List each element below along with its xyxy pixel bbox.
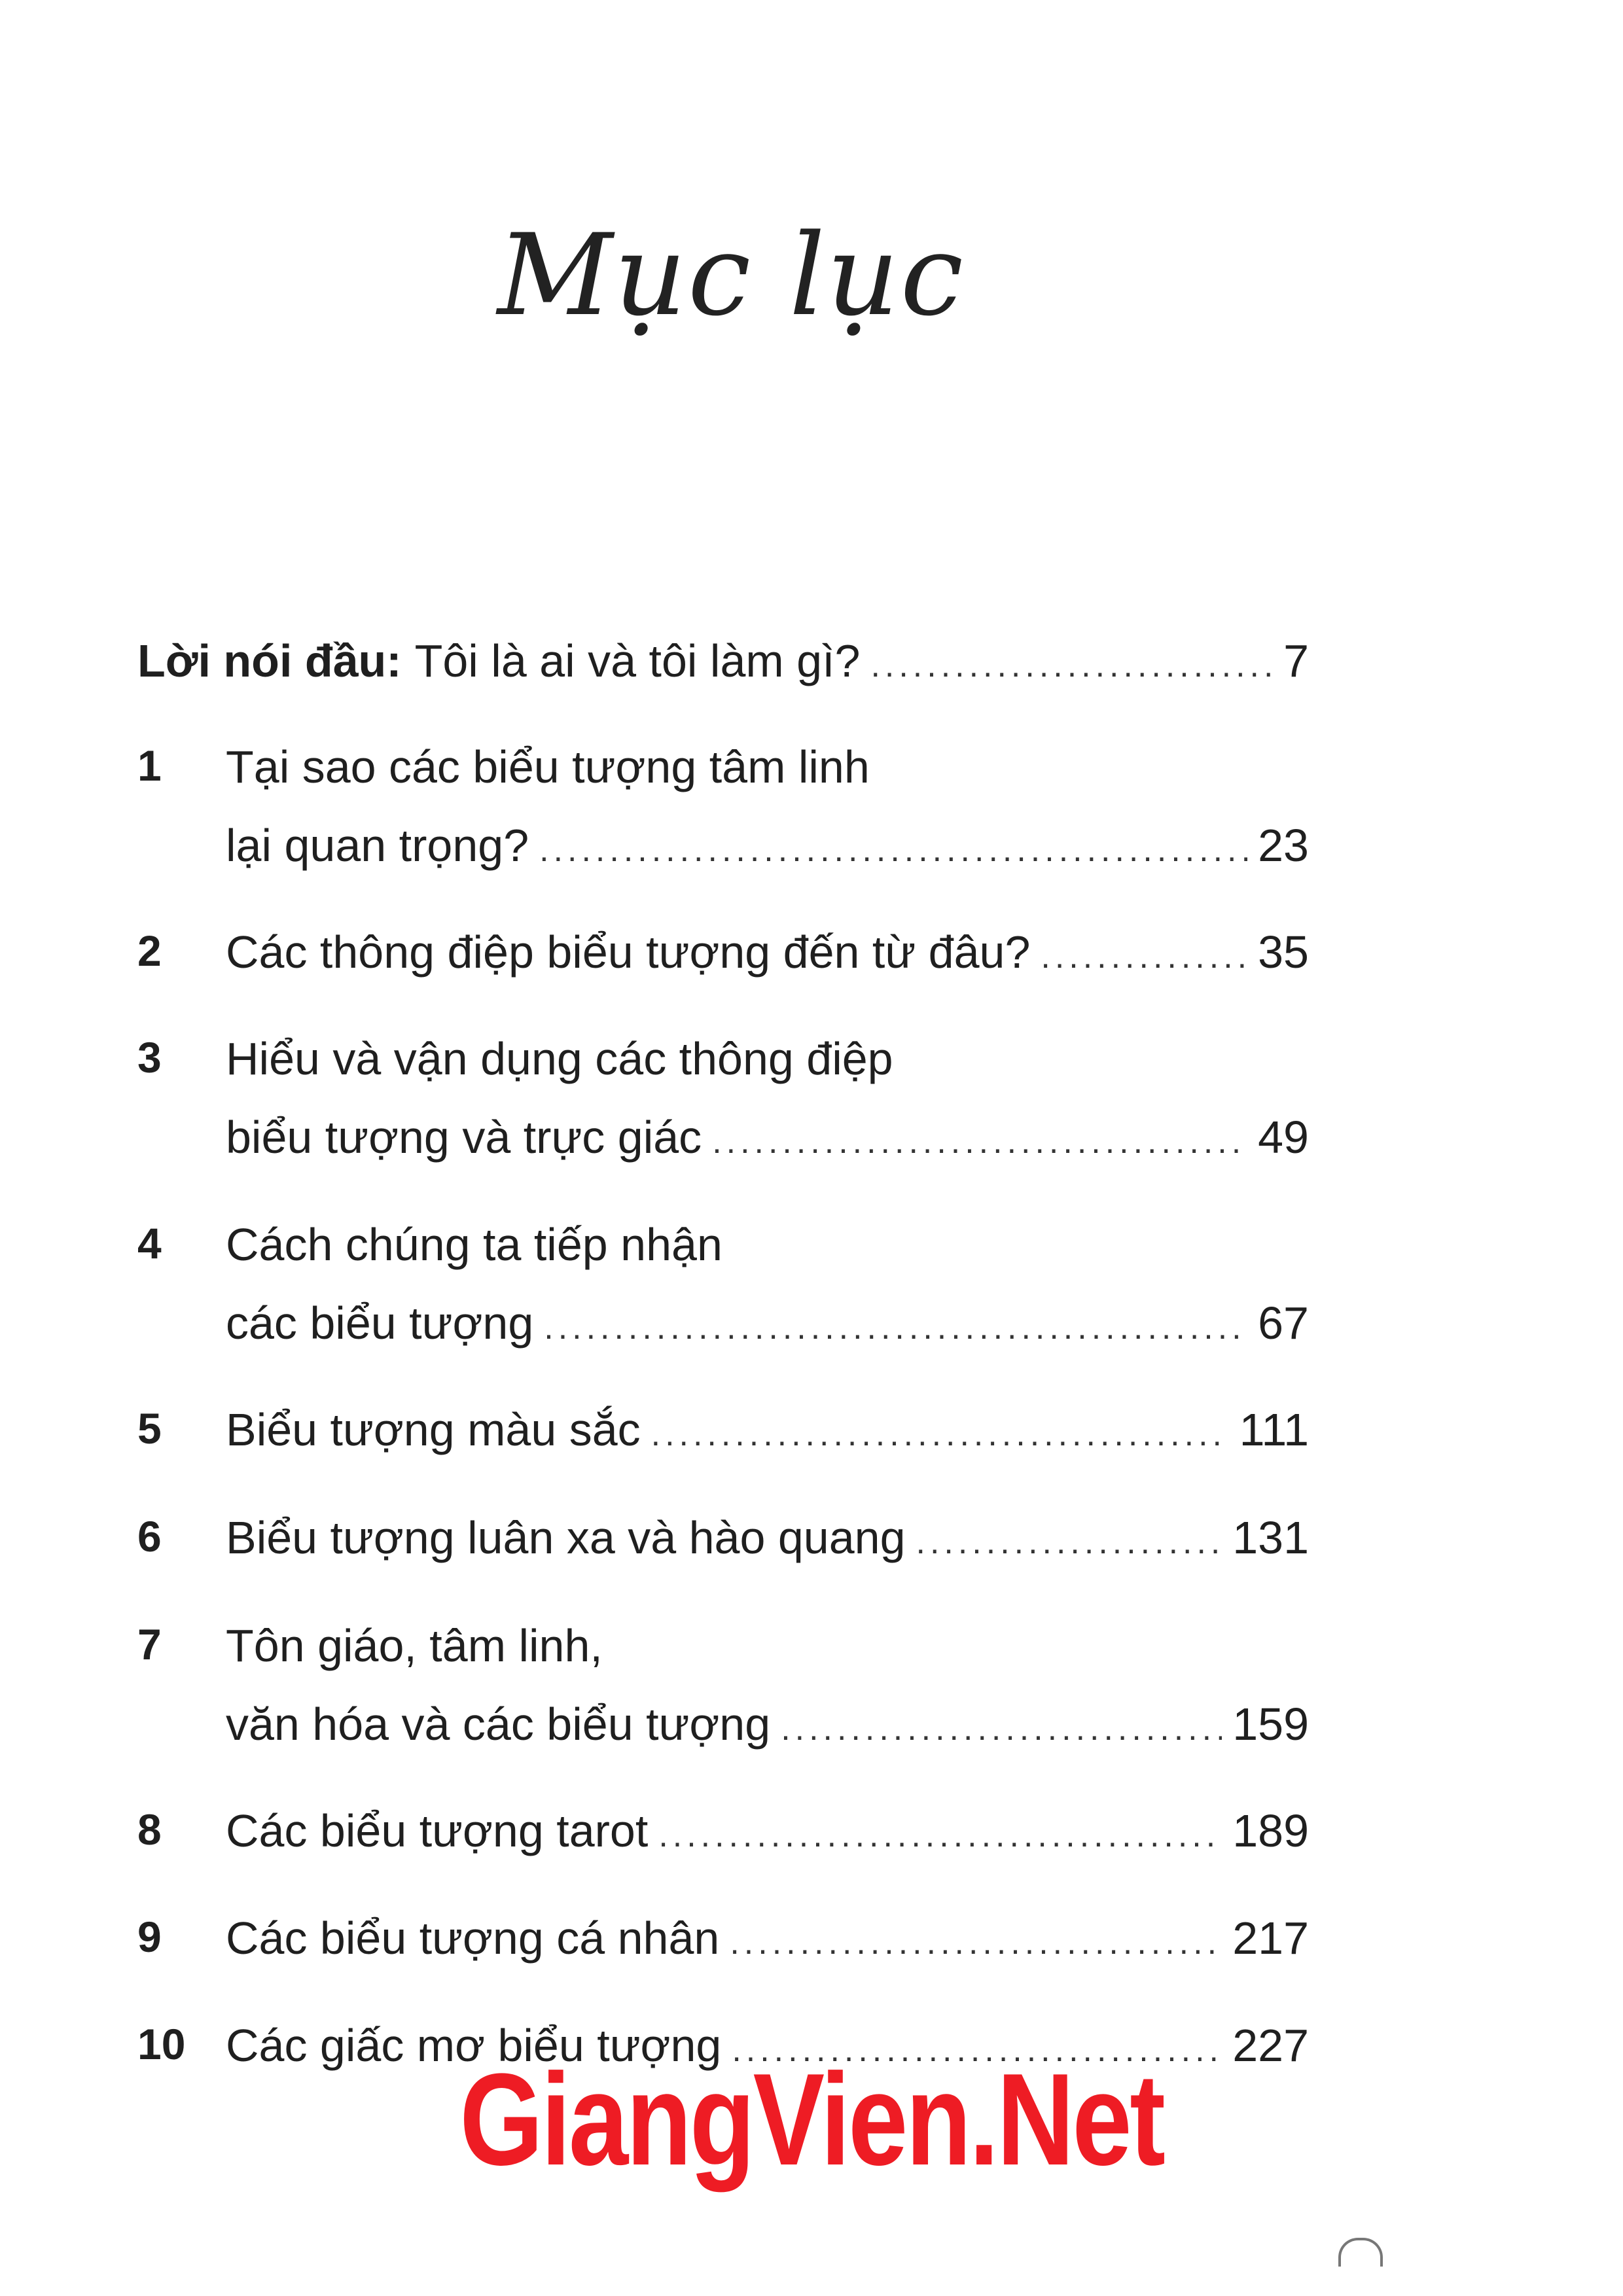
chapter-title-cont: văn hóa và các biểu tượng — [226, 1699, 771, 1750]
page-number: 159 — [1232, 1699, 1309, 1750]
chapter-number: 6 — [137, 1512, 162, 1561]
preface-text: Tôi là ai và tôi làm gì? — [414, 635, 861, 686]
leader-dots — [730, 1926, 1222, 1960]
page-number: 23 — [1258, 820, 1309, 871]
page-title: Mục lục — [497, 209, 965, 341]
chapter-title-cont: biểu tượng và trực giác — [226, 1112, 702, 1163]
chapter-title: Biểu tượng màu sắc — [226, 1404, 641, 1455]
chapter-number: 7 — [137, 1620, 162, 1669]
chapter-number: 9 — [137, 1913, 162, 1961]
chapter-number: 2 — [137, 927, 162, 975]
chapter-number: 10 — [137, 2020, 186, 2068]
watermark: GiangVien.Net — [459, 2047, 1164, 2193]
page-number: 217 — [1232, 1913, 1309, 1964]
page-number: 227 — [1232, 2020, 1309, 2071]
chapter-title: Các biểu tượng cá nhân — [226, 1913, 720, 1964]
page-number: 7 — [1283, 635, 1309, 686]
page-number: 49 — [1258, 1112, 1309, 1163]
chapter-title: Hiểu và vận dụng các thông điệp — [226, 1033, 893, 1084]
page-number: 111 — [1239, 1404, 1309, 1455]
chapter-number: 8 — [137, 1805, 162, 1854]
chapter-title: Tôn giáo, tâm linh, — [226, 1620, 603, 1671]
leader-dots — [539, 833, 1247, 867]
page-number: 67 — [1258, 1298, 1309, 1349]
chapter-number: 5 — [137, 1404, 162, 1453]
leader-dots — [712, 1125, 1247, 1159]
page-number: 131 — [1232, 1512, 1309, 1563]
chapter-title: Tại sao các biểu tượng tâm linh — [226, 741, 870, 792]
leader-dots — [651, 1417, 1229, 1451]
chapter-number: 3 — [137, 1033, 162, 1082]
chapter-title: Biểu tượng luân xa và hào quang — [226, 1512, 906, 1563]
leader-dots — [1041, 940, 1247, 974]
chapter-number: 4 — [137, 1219, 162, 1267]
page-number: 35 — [1258, 927, 1309, 978]
chapter-title: Cách chúng ta tiếp nhận — [226, 1219, 722, 1270]
scan-mark — [1338, 2238, 1383, 2267]
chapter-number: 1 — [137, 741, 162, 790]
leader-dots — [870, 648, 1273, 682]
chapter-title-cont: các biểu tượng — [226, 1298, 534, 1349]
leader-dots — [658, 1818, 1222, 1852]
leader-dots — [916, 1525, 1222, 1559]
leader-dots — [544, 1311, 1247, 1345]
chapter-title: Các thông điệp biểu tượng đến từ đâu? — [226, 927, 1031, 978]
leader-dots — [781, 1712, 1222, 1746]
chapter-title: Các giấc mơ biểu tượng — [226, 2020, 722, 2071]
chapter-title: Các biểu tượng tarot — [226, 1805, 649, 1856]
chapter-title-cont: lại quan trọng? — [226, 820, 529, 871]
page-number: 189 — [1232, 1805, 1309, 1856]
preface-lead: Lời nói đầu: — [137, 635, 402, 686]
